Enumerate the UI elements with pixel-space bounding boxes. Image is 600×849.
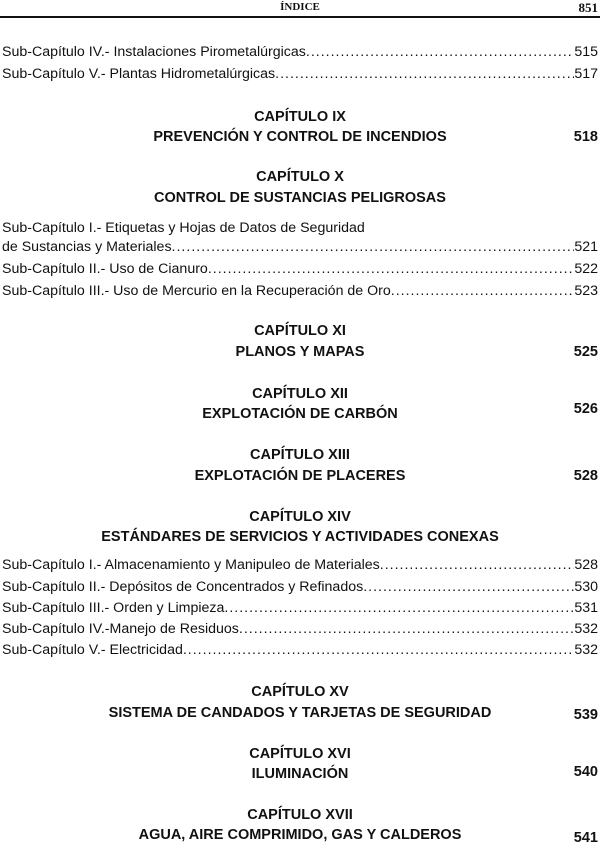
- entry-page: 532: [574, 642, 598, 658]
- dot-leader: [208, 260, 575, 278]
- toc-entry[interactable]: [2, 620, 598, 638]
- entry-text: Sub-Capítulo I.- Almacenamiento y Manipuleo de Materiales: [2, 557, 380, 573]
- chapter-title[interactable]: EXPLOTACIÓN DE CARBÓN: [202, 406, 398, 422]
- chapter-title[interactable]: AGUA, AIRE COMPRIMIDO, GAS Y CALDEROS: [138, 827, 462, 843]
- toc-entry[interactable]: [2, 238, 598, 256]
- entry-text: Sub-Capítulo III.- Orden y Limpieza: [2, 600, 225, 616]
- chapter-label: CAPÍTULO XII: [252, 386, 348, 402]
- entry-text: Sub-Capítulo V.- Plantas Hidrometalúrgicas: [2, 66, 276, 82]
- dot-leader: [363, 578, 574, 596]
- chapter-page: 526: [573, 401, 598, 417]
- chapter-page: 528: [573, 468, 598, 484]
- toc-entry[interactable]: [2, 578, 598, 596]
- chapter-page: 518: [573, 129, 598, 145]
- dot-leader: [183, 641, 574, 659]
- dot-leader: [380, 556, 575, 574]
- toc-entry[interactable]: [2, 599, 598, 617]
- entry-page: 522: [574, 261, 598, 277]
- chapter-title[interactable]: ILUMINACIÓN: [251, 766, 349, 782]
- toc-entry[interactable]: [2, 43, 598, 61]
- chapter-page: 539: [573, 707, 598, 723]
- chapter-label: CAPÍTULO XVI: [249, 746, 351, 762]
- chapter-title[interactable]: ESTÁNDARES DE SERVICIOS Y ACTIVIDADES CONEXAS: [101, 529, 499, 545]
- toc-entry[interactable]: [2, 282, 598, 300]
- dot-leader: [275, 65, 574, 83]
- dot-leader: [391, 282, 575, 300]
- entry-page: 523: [574, 283, 598, 299]
- dot-leader: [172, 238, 575, 256]
- entry-page: 531: [574, 600, 598, 616]
- running-header: [0, 0, 600, 20]
- entry-page: 521: [574, 239, 598, 255]
- entry-page: 528: [574, 557, 598, 573]
- chapter-page: 540: [573, 764, 598, 780]
- toc-entry[interactable]: [2, 65, 598, 83]
- entry-page: 530: [574, 579, 598, 595]
- chapter-title[interactable]: SISTEMA DE CANDADOS Y TARJETAS DE SEGURIDAD: [108, 705, 492, 721]
- chapter-label: CAPÍTULO XVII: [247, 807, 353, 823]
- chapter-page: 525: [573, 344, 598, 360]
- dot-leader: [306, 43, 574, 61]
- entry-text: Sub-Capítulo II.- Depósitos de Concentrados y Refinados: [2, 579, 364, 595]
- chapter-label: CAPÍTULO IX: [254, 109, 346, 125]
- header-page-number: 851: [578, 0, 598, 15]
- chapter-title[interactable]: PLANOS Y MAPAS: [235, 344, 365, 360]
- entry-text: Sub-Capítulo V.- Electricidad: [2, 642, 183, 658]
- entry-text: Sub-Capítulo IV.-Manejo de Residuos: [2, 621, 239, 637]
- toc-entry[interactable]: [2, 556, 598, 574]
- chapter-label: CAPÍTULO XI: [254, 323, 346, 339]
- toc-entry[interactable]: [2, 260, 598, 278]
- dot-leader: [239, 620, 574, 638]
- chapter-title[interactable]: CONTROL DE SUSTANCIAS PELIGROSAS: [154, 190, 446, 206]
- entry-text: Sub-Capítulo IV.- Instalaciones Pirometalúrgicas: [2, 44, 306, 60]
- entry-text: Sub-Capítulo III.- Uso de Mercurio en la Recuperación de Oro: [2, 283, 391, 299]
- chapter-title[interactable]: PREVENCIÓN Y CONTROL DE INCENDIOS: [153, 129, 447, 145]
- entry-first-line: Sub-Capítulo I.- Etiquetas y Hojas de Datos de Seguridad: [2, 220, 365, 236]
- chapter-label: CAPÍTULO XV: [251, 684, 349, 700]
- toc-entry[interactable]: [2, 641, 598, 659]
- entry-text: de Sustancias y Materiales: [2, 239, 172, 255]
- entry-text: Sub-Capítulo II.- Uso de Cianuro: [2, 261, 208, 277]
- entry-page: 515: [574, 44, 598, 60]
- chapter-label: CAPÍTULO XIV: [249, 509, 351, 525]
- entry-page: 517: [574, 66, 598, 82]
- header-rule: [0, 16, 600, 18]
- entry-page: 532: [574, 621, 598, 637]
- chapter-title[interactable]: EXPLOTACIÓN DE PLACERES: [194, 468, 406, 484]
- chapter-label: CAPÍTULO X: [256, 169, 344, 185]
- header-title: ÍNDICE: [280, 1, 320, 13]
- chapter-label: CAPÍTULO XIII: [250, 447, 350, 463]
- dot-leader: [224, 599, 574, 617]
- chapter-page: 541: [573, 830, 598, 846]
